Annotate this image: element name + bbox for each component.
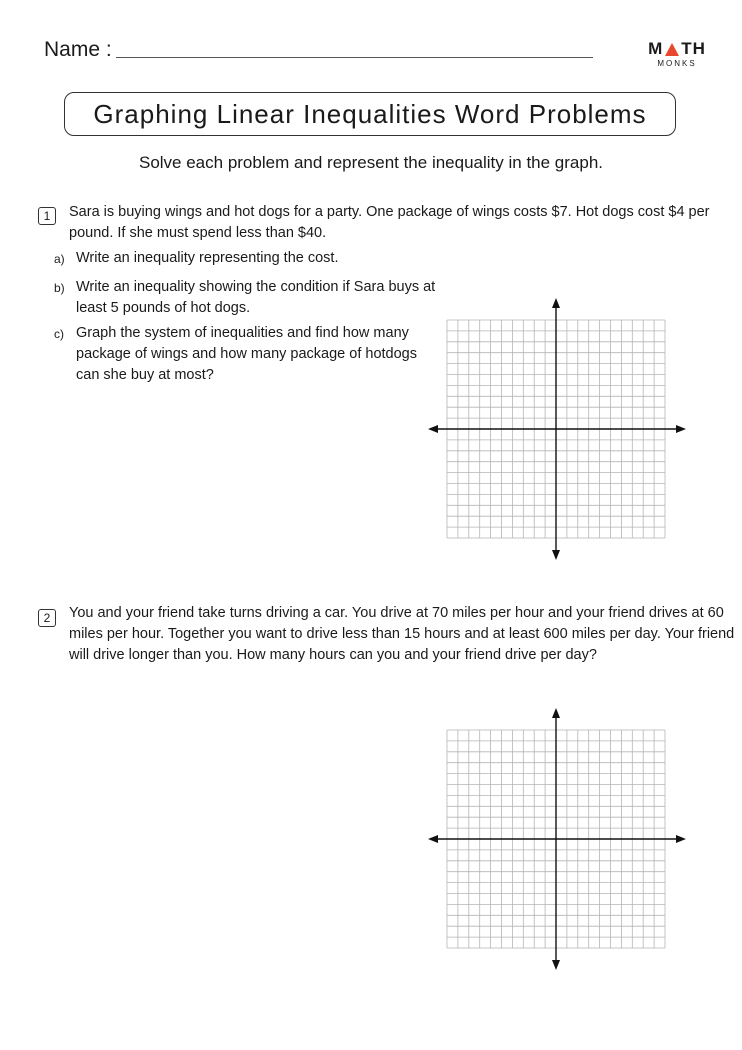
instructions: Solve each problem and represent the inequality in the graph. xyxy=(138,153,604,172)
part-b-line: least 5 pounds of hot dogs. xyxy=(76,300,251,316)
coordinate-grid-1[interactable] xyxy=(420,290,696,570)
arrow-up-icon xyxy=(552,708,560,718)
problem-number-badge: 2 xyxy=(38,609,56,627)
part-b-line: Write an inequality showing the condition if Sara buys at xyxy=(76,279,436,295)
problem-2-line: miles per hour. Together you want to drive less than 15 hours and at least 600 miles per day. Your friend xyxy=(69,626,735,642)
problem-2-text xyxy=(69,603,734,666)
coordinate-grid-2[interactable] xyxy=(420,700,696,980)
part-c-line: package of wings and how many package of hotdogs xyxy=(76,346,417,362)
part-c-line: Graph the system of inequalities and find how many xyxy=(76,325,409,341)
part-c-text xyxy=(76,323,417,386)
arrow-left-icon xyxy=(428,835,438,843)
problem-2-line: will drive longer than you. How many hours can you and your friend drive per day? xyxy=(69,647,597,663)
problem-1-line: pound. If she must spend less than $40. xyxy=(69,225,327,241)
logo-text-left: M xyxy=(648,39,664,58)
arrow-right-icon xyxy=(676,425,686,433)
part-label: a) xyxy=(54,252,65,266)
arrow-up-icon xyxy=(552,298,560,308)
arrow-left-icon xyxy=(428,425,438,433)
worksheet-title-text: Graphing Linear Inequalities Word Problems xyxy=(93,98,647,129)
logo-triangle-icon xyxy=(665,43,679,56)
problem-1-line: Sara is buying wings and hot dogs for a party. One package of wings costs $7. Hot dogs cost $4 per xyxy=(69,204,710,220)
problem-2-line: You and your friend take turns driving a car. You drive at 70 miles per hour and your friend drives at 60 xyxy=(69,605,724,621)
logo-text-right: TH xyxy=(681,39,706,58)
part-label: c) xyxy=(54,327,64,341)
part-c-line: can she buy at most? xyxy=(76,367,214,383)
worksheet-title xyxy=(64,92,676,136)
arrow-right-icon xyxy=(676,835,686,843)
part-b-text xyxy=(76,277,435,319)
problem-number-badge: 1 xyxy=(38,207,56,225)
part-a-line: Write an inequality representing the cost. xyxy=(76,250,339,266)
arrow-down-icon xyxy=(552,550,560,560)
problem-1-text xyxy=(69,202,710,244)
name-label: Name : xyxy=(44,38,112,61)
part-a-text xyxy=(76,248,339,269)
math-monks-logo xyxy=(644,40,710,68)
logo-subtitle: MONKS xyxy=(657,59,697,68)
name-input-line[interactable] xyxy=(116,57,593,58)
part-label: b) xyxy=(54,281,65,295)
arrow-down-icon xyxy=(552,960,560,970)
